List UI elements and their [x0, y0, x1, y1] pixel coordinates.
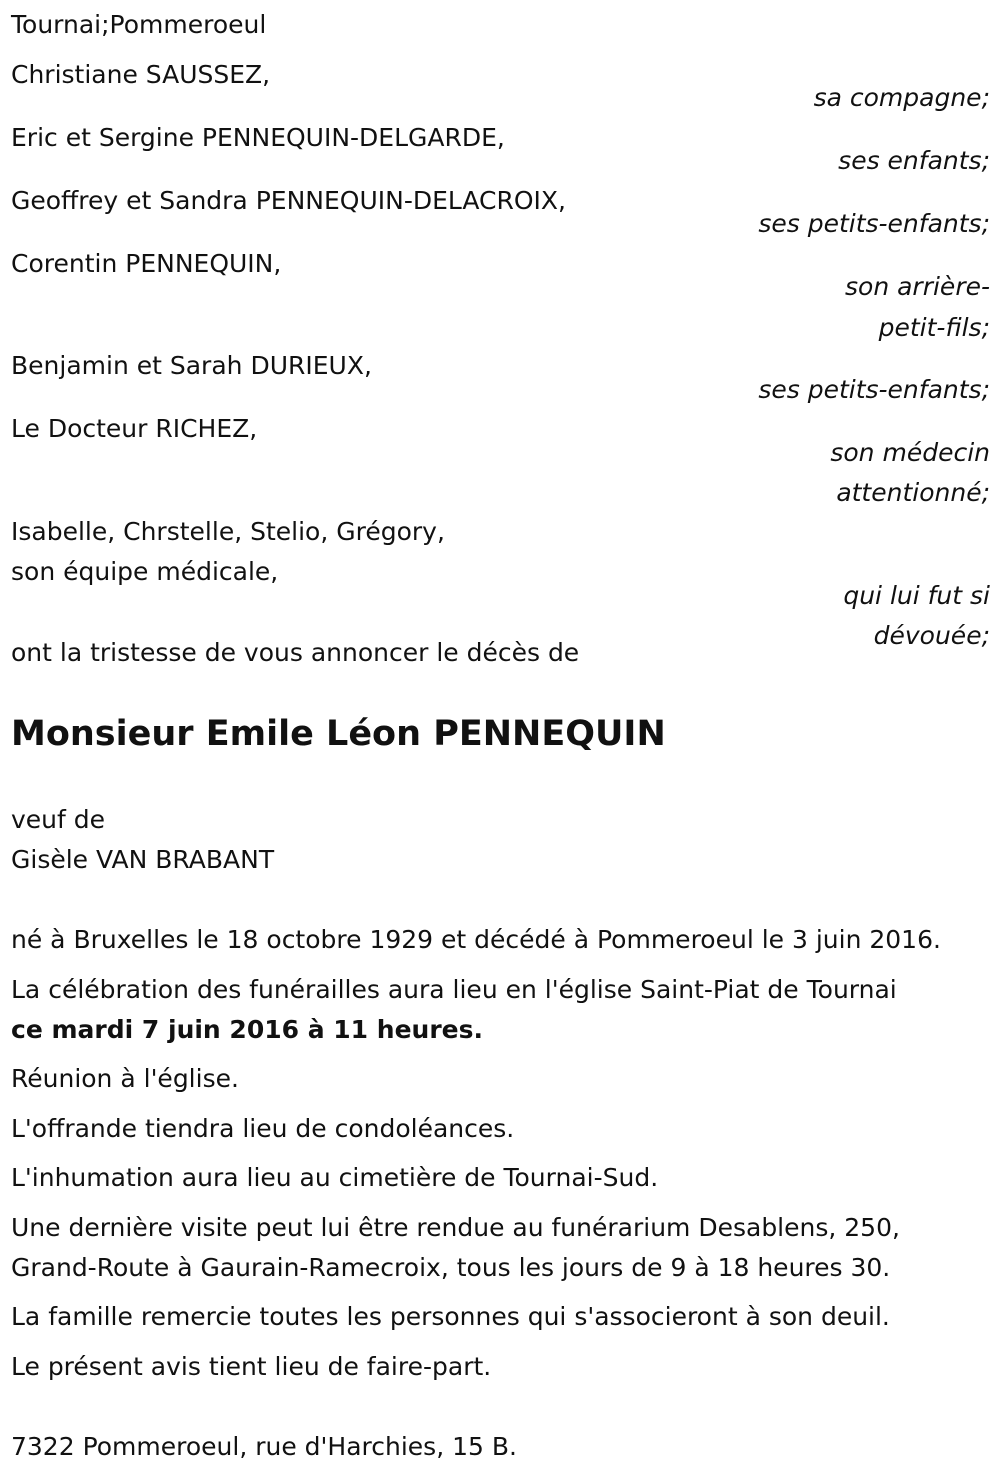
burial: L'inhumation aura lieu au cimetière de Tournai-Sud. [11, 1163, 659, 1192]
widow-name: Gisèle VAN BRABANT [11, 845, 275, 874]
widow-label: veuf de [11, 805, 106, 834]
location-header: Tournai;Pommeroeul [11, 10, 267, 39]
family-relation: ses enfants; [838, 146, 990, 175]
family-relation: sa compagne; [813, 83, 990, 112]
family-relation: son médecin [830, 438, 990, 467]
family-name: Isabelle, Chrstelle, Stelio, Grégory, [11, 517, 445, 546]
deceased-name: Monsieur Emile Léon PENNEQUIN [11, 714, 666, 754]
family-relation: dévouée; [873, 621, 990, 650]
visit-line: Une dernière visite peut lui être rendue au funérarium Desablens, 250, [11, 1213, 900, 1242]
family-name: Benjamin et Sarah DURIEUX, [11, 351, 372, 380]
birth-death: né à Bruxelles le 18 octobre 1929 et décédé à Pommeroeul le 3 juin 2016. [11, 925, 941, 954]
family-name: Corentin PENNEQUIN, [11, 249, 282, 278]
celebration: La célébration des funérailles aura lieu en l'église Saint-Piat de Tournai [11, 975, 897, 1004]
thanks: La famille remercie toutes les personnes qui s'associeront à son deuil. [11, 1302, 890, 1331]
family-relation: attentionné; [836, 478, 990, 507]
family-name: Geoffrey et Sandra PENNEQUIN-DELACROIX, [11, 186, 567, 215]
notice: Le présent avis tient lieu de faire-part. [11, 1352, 492, 1381]
celebration-date: ce mardi 7 juin 2016 à 11 heures. [11, 1015, 483, 1044]
address: 7322 Pommeroeul, rue d'Harchies, 15 B. [11, 1432, 517, 1461]
reunion: Réunion à l'église. [11, 1064, 239, 1093]
family-name: son équipe médicale, [11, 557, 279, 586]
family-relation: qui lui fut si [843, 581, 990, 610]
visit-line: Grand-Route à Gaurain-Ramecroix, tous les jours de 9 à 18 heures 30. [11, 1253, 891, 1282]
announcement: ont la tristesse de vous annoncer le décès de [11, 638, 580, 667]
family-name: Le Docteur RICHEZ, [11, 414, 258, 443]
family-relation: son arrière- [845, 272, 990, 301]
family-relation: ses petits-enfants; [758, 375, 990, 404]
family-name: Eric et Sergine PENNEQUIN-DELGARDE, [11, 123, 505, 152]
family-relation: ses petits-enfants; [758, 209, 990, 238]
family-relation: petit-fils; [878, 313, 990, 342]
offering: L'offrande tiendra lieu de condoléances. [11, 1114, 515, 1143]
family-name: Christiane SAUSSEZ, [11, 60, 271, 89]
